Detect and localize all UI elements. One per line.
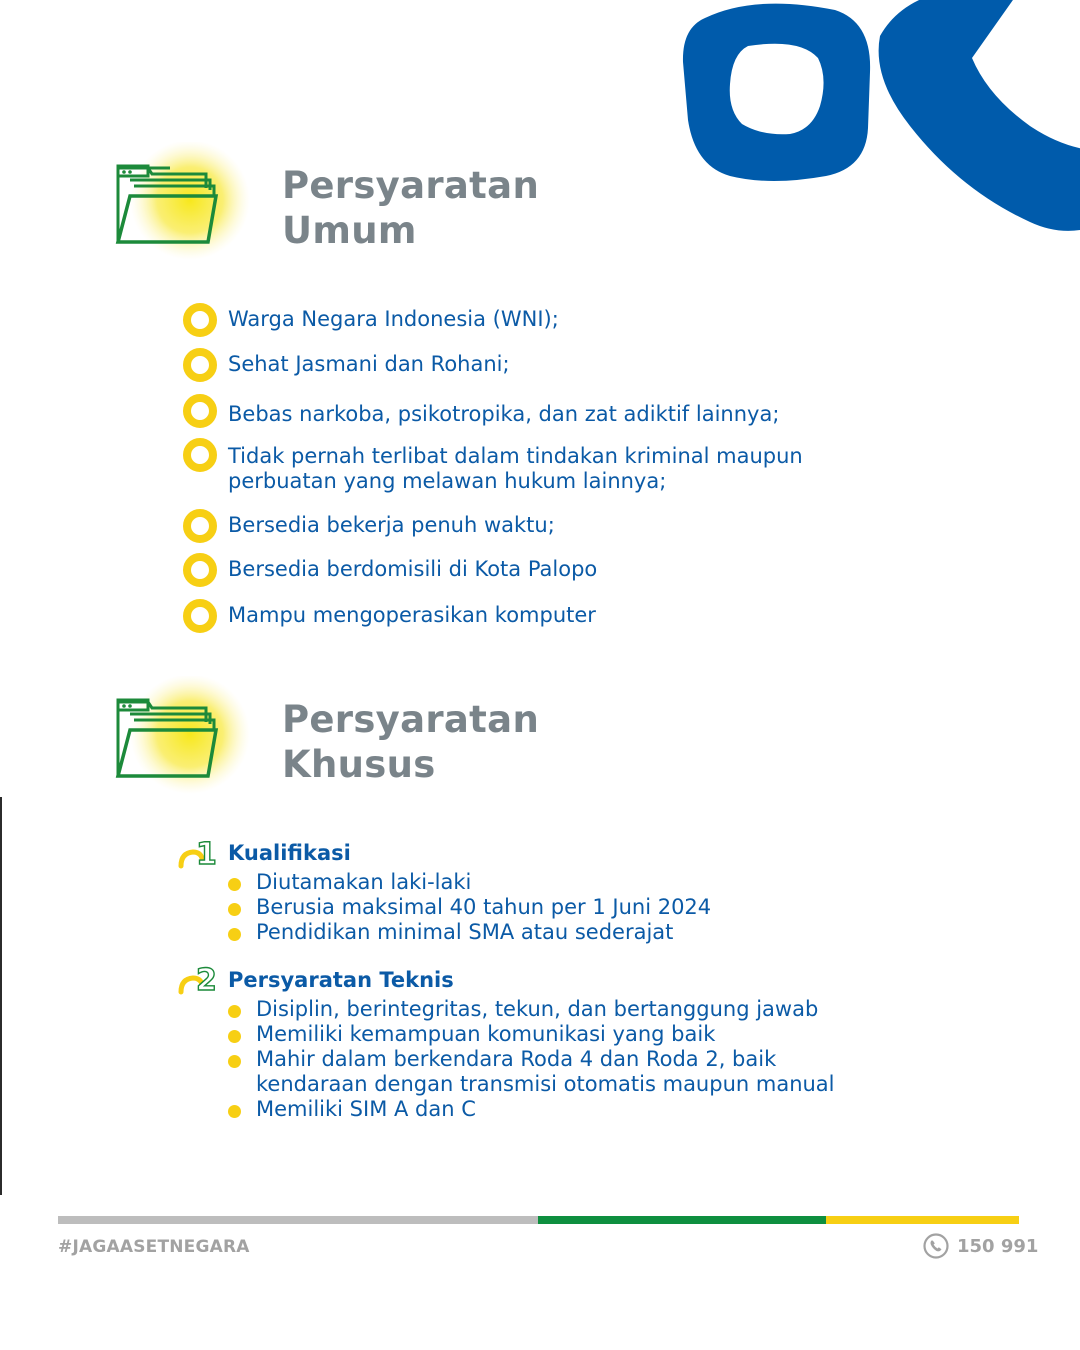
group-heading-teknis: Persyaratan Teknis: [228, 968, 454, 992]
dot-bullet-icon: [228, 1055, 241, 1068]
footer-phone: [923, 1233, 1039, 1261]
left-edge-line: [0, 797, 2, 1195]
footer-bar-gray: [58, 1216, 538, 1224]
list-item-text: Bersedia berdomisili di Kota Palopo: [228, 557, 598, 581]
folder-icon: [110, 142, 250, 262]
section-title-khusus: Persyaratan Khusus: [282, 698, 540, 786]
list-item-text: Tidak pernah terlibat dalam tindakan kriminal maupun: [228, 444, 803, 468]
list-item-text: Disiplin, berintegritas, tekun, dan bertanggung jawab: [256, 997, 819, 1021]
list-item-text: Diutamakan laki-laki: [256, 870, 472, 894]
dot-bullet-icon: [228, 1105, 241, 1118]
ring-bullet-icon: [183, 509, 217, 543]
list-item-text: Mampu mengoperasikan komputer: [228, 603, 596, 627]
number-1-icon: [178, 836, 224, 870]
list-item-text: Berusia maksimal 40 tahun per 1 Juni 2024: [256, 895, 712, 919]
list-item-text: kendaraan dengan transmisi otomatis maupun manual: [256, 1072, 835, 1096]
ring-bullet-icon: [183, 348, 217, 382]
footer-bar-green: [538, 1216, 826, 1224]
section-title-umum: Persyaratan Umum: [282, 164, 540, 252]
svg-text:1: 1: [196, 837, 217, 870]
phone-icon: [923, 1233, 949, 1259]
list-item-text: Bebas narkoba, psikotropika, dan zat adiktif lainnya;: [228, 402, 780, 426]
dot-bullet-icon: [228, 1005, 241, 1018]
list-item-text: Pendidikan minimal SMA atau sederajat: [256, 920, 674, 944]
list-item-text: Mahir dalam berkendara Roda 4 dan Roda 2, baik: [256, 1047, 777, 1071]
folder-icon: [110, 676, 250, 796]
ring-bullet-icon: [183, 394, 217, 428]
group-heading-kualifikasi: Kualifikasi: [228, 841, 351, 865]
dot-bullet-icon: [228, 903, 241, 916]
list-item-text: Memiliki SIM A dan C: [256, 1097, 476, 1121]
ring-bullet-icon: [183, 553, 217, 587]
dot-bullet-icon: [228, 1030, 241, 1043]
list-item-text: Bersedia bekerja penuh waktu;: [228, 513, 555, 537]
number-2-icon: [178, 962, 224, 996]
ring-bullet-icon: [183, 438, 217, 472]
svg-text:2: 2: [196, 963, 217, 996]
list-item-text: Warga Negara Indonesia (WNI);: [228, 307, 559, 331]
list-item-text: Memiliki kemampuan komunikasi yang baik: [256, 1022, 716, 1046]
ring-bullet-icon: [183, 599, 217, 633]
ring-bullet-icon: [183, 303, 217, 337]
footer-hashtag: #JAGAASETNEGARA: [58, 1237, 250, 1257]
footer-bar-yellow: [826, 1216, 1019, 1224]
phone-number: 150 991: [957, 1236, 1039, 1257]
list-item-text: perbuatan yang melawan hukum lainnya;: [228, 469, 667, 493]
dot-bullet-icon: [228, 878, 241, 891]
list-item-text: Sehat Jasmani dan Rohani;: [228, 352, 510, 376]
dot-bullet-icon: [228, 928, 241, 941]
